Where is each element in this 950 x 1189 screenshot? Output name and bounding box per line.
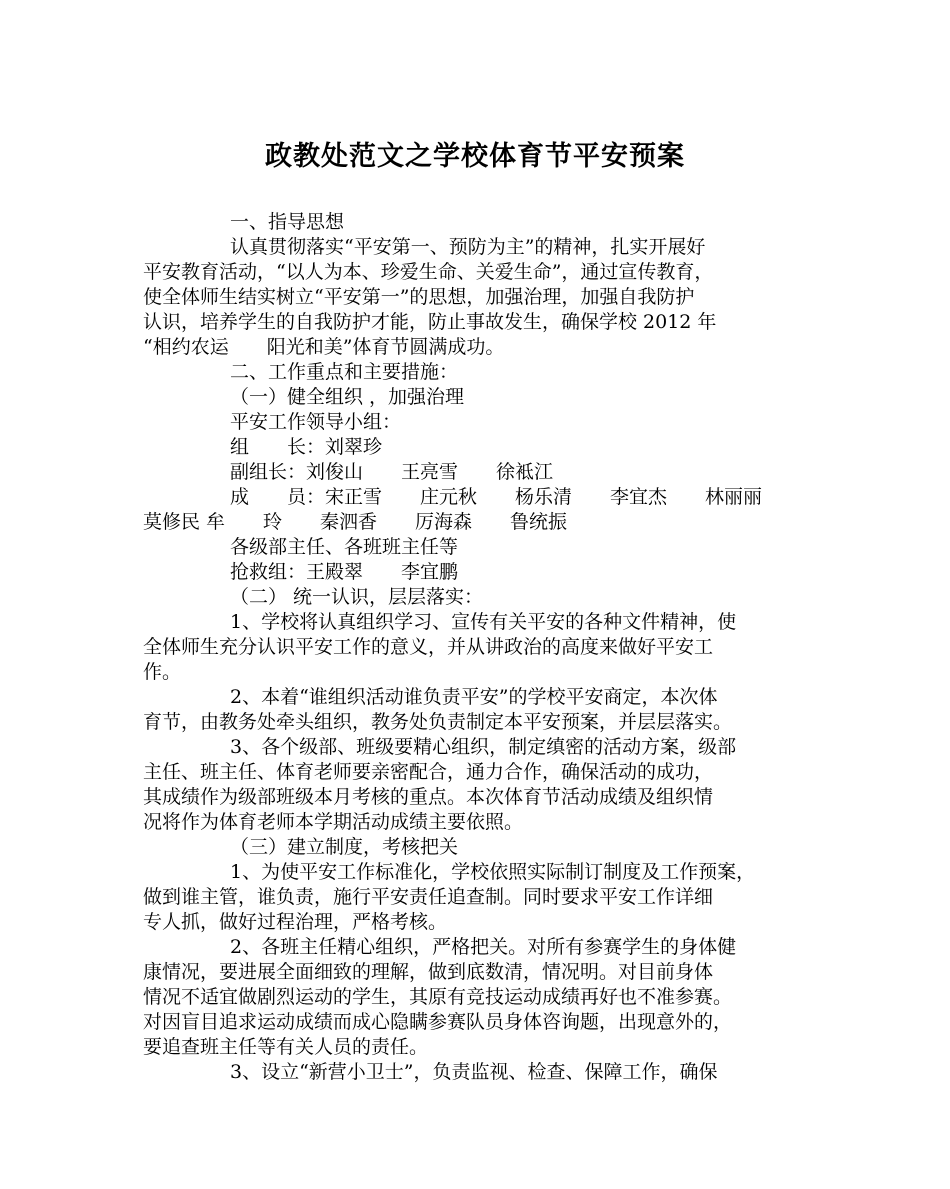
paragraph-line: 认识，培养学生的自我防护才能，防止事故发生，确保学校 2012 年 <box>143 311 717 333</box>
paragraph-line: 平安教育活动，“以人为本、珍爱生命、关爱生命”，通过宣传教育， <box>143 261 714 283</box>
paragraph-line: 2、本着“谁组织活动谁负责平安”的学校平安商定，本次体 <box>230 686 718 708</box>
roster-line: 组 长：刘翠珍 <box>230 436 383 458</box>
roster-line: 副组长：刘俊山 王亮雪 徐袛江 <box>230 461 554 483</box>
subsection-heading: （一）健全组织 ，加强治理 <box>230 386 465 408</box>
paragraph-line: 做到谁主管，谁负责，施行平安责任追查制。同时要求平安工作详细 <box>143 886 714 908</box>
roster-line: 莫修民 牟 玲 秦泗香 厉海森 鲁统振 <box>143 511 568 533</box>
paragraph-line: 要追查班主任等有关人员的责任。 <box>143 1036 429 1058</box>
roster-line: 抢救组：王殿翠 李宜鹏 <box>230 561 459 583</box>
paragraph-line: 全体师生充分认识平安工作的意义，并从讲政治的高度来做好平安工 <box>143 636 714 658</box>
subsection-heading: （二） 统一认识，层层落实： <box>230 586 484 608</box>
section-heading: 二、工作重点和主要措施： <box>230 361 459 383</box>
paragraph-line: 情况不适宜做剧烈运动的学生，其原有竞技运动成绩再好也不准参赛。 <box>143 986 733 1008</box>
paragraph-line: 3、各个级部、班级要精心组织，制定缜密的活动方案，级部 <box>230 736 737 758</box>
paragraph-line: 其成绩作为级部班级本月考核的重点。本次体育节活动成绩及组织情 <box>143 786 714 808</box>
paragraph-line: 3、设立“新营小卫士”，负责监视、检查、保障工作，确保 <box>230 1061 718 1083</box>
paragraph-line: 专人抓，做好过程治理，严格考核。 <box>143 911 448 933</box>
paragraph-line: 况将作为体育老师本学期活动成绩主要依照。 <box>143 811 524 833</box>
paragraph-line: 作。 <box>143 661 182 683</box>
paragraph-line: 1、为使平安工作标准化，学校依照实际制订制度及工作预案， <box>230 861 756 883</box>
paragraph-line: 对因盲目追求运动成绩而成心隐瞒参赛队员身体咨询题，出现意外的， <box>143 1011 733 1033</box>
paragraph-line: 1、学校将认真组织学习、宣传有关平安的各种文件精神，使 <box>230 611 737 633</box>
paragraph-line: 康情况，要进展全面细致的理解，做到底数清，情况明。对目前身体 <box>143 961 714 983</box>
paragraph-line: 2、各班主任精心组织，严格把关。对所有参赛学生的身体健 <box>230 936 737 958</box>
paragraph-line: 使全体师生结实树立“平安第一”的思想，加强治理，加强自我防护 <box>143 286 695 308</box>
paragraph-line: 育节，由教务处牵头组织，教务处负责制定本平安预案，并层层落实。 <box>143 711 733 733</box>
paragraph-line: 认真贯彻落实“平安第一、预防为主”的精神，扎实开展好 <box>230 236 706 258</box>
document-title: 政教处范文之学校体育节平安预案 <box>265 141 685 172</box>
document-body <box>143 210 823 1085</box>
paragraph-line: 主任、班主任、体育老师要亲密配合，通力合作，确保活动的成功， <box>143 761 714 783</box>
paragraph-line: “相约农运 阳光和美”体育节圆满成功。 <box>143 336 505 358</box>
paragraph-line: 平安工作领导小组： <box>230 411 402 433</box>
roster-line: 各级部主任、各班班主任等 <box>230 536 459 558</box>
roster-line: 成 员：宋正雪 庄元秋 杨乐清 李宜杰 林丽丽 <box>230 486 763 508</box>
subsection-heading: （三）建立制度，考核把关 <box>230 836 459 858</box>
section-heading: 一、指导思想 <box>230 211 345 233</box>
